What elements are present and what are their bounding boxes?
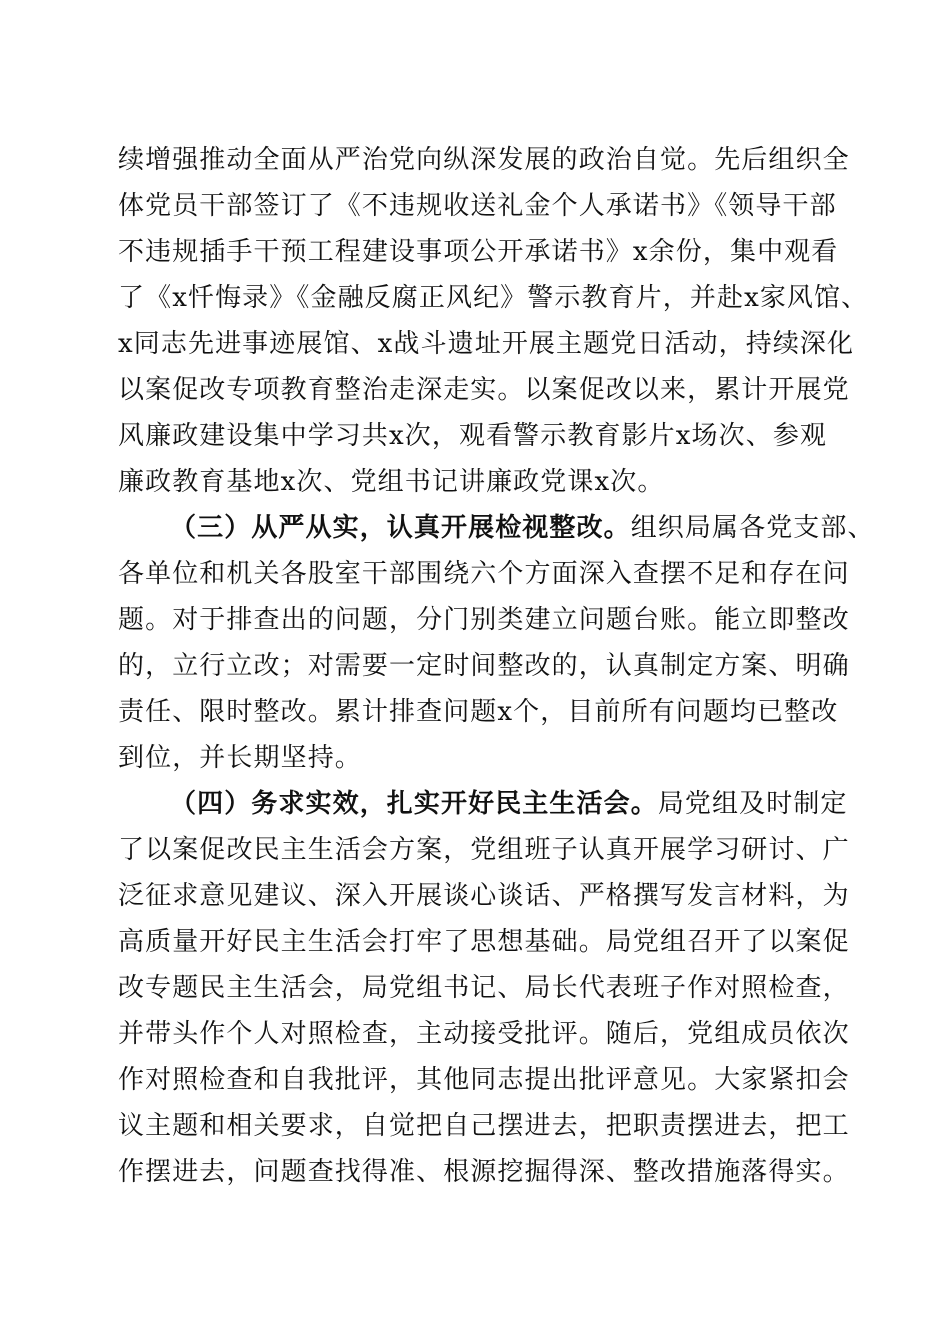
paragraph-3-first-line-text: 局党组及时制定 xyxy=(657,789,848,819)
paragraph-1-line-2: 体党员干部签订了《不违规收送礼金个人承诺书》《领导干部 xyxy=(118,191,837,221)
paragraph-3-line-9: 作摆进去，问题查找得准、根源挖掘得深、整改措施落得实。 xyxy=(118,1157,850,1187)
paragraph-1-line-1: 续增强推动全面从严治党向纵深发展的政治自觉。先后组织全 xyxy=(118,145,850,175)
paragraph-2-first-line-text: 组织局属各党支部、 xyxy=(630,513,875,543)
paragraph-1-line-4: 了《x忏悔录》《金融反腐正风纪》警示教育片，并赴x家风馆、 xyxy=(118,283,869,313)
paragraph-1-line-3: 不违规插手干预工程建设事项公开承诺书》x余份，集中观看 xyxy=(118,237,839,267)
paragraph-3-line-6: 并带头作个人对照检查，主动接受批评。随后，党组成员依次 xyxy=(118,1019,850,1049)
paragraph-1-line-5: x同志先进事迹展馆、x战斗遗址开展主题党日活动，持续深化 xyxy=(118,329,855,359)
paragraph-3-first-line xyxy=(170,787,890,821)
paragraph-3-line-4: 高质量开好民主生活会打牢了思想基础。局党组召开了以案促 xyxy=(118,927,850,957)
paragraph-1-line-7: 风廉政建设集中学习共x次，观看警示教育影片x场次、参观 xyxy=(118,421,828,451)
paragraph-1-line-6: 以案促改专项教育整治走深走实。以案促改以来，累计开展党 xyxy=(118,375,850,405)
paragraph-2-line-4: 的，立行立改；对需要一定时间整改的，认真制定方案、明确 xyxy=(118,651,850,681)
section-3-heading: （三）从严从实，认真开展检视整改。 xyxy=(170,513,631,543)
paragraph-2-line-3: 题。对于排查出的问题，分门别类建立问题台账。能立即整改 xyxy=(118,605,850,635)
section-4-heading: （四）务求实效，扎实开好民主生活会。 xyxy=(170,789,658,819)
paragraph-3-line-7: 作对照检查和自我批评，其他同志提出批评意见。大家紧扣会 xyxy=(118,1065,850,1095)
paragraph-2-first-line xyxy=(170,511,890,545)
paragraph-3-line-3: 泛征求意见建议、深入开展谈心谈话、严格撰写发言材料，为 xyxy=(118,881,850,911)
paragraph-3-line-8: 议主题和相关要求，自觉把自己摆进去，把职责摆进去，把工 xyxy=(118,1111,850,1141)
paragraph-2-line-5: 责任、限时整改。累计排查问题x个，目前所有问题均已整改 xyxy=(118,697,839,727)
paragraph-3-line-5: 改专题民主生活会，局党组书记、局长代表班子作对照检查， xyxy=(118,973,850,1003)
paragraph-1-line-8: 廉政教育基地x次、党组书记讲廉政党课x次。 xyxy=(118,467,665,497)
paragraph-2-line-2: 各单位和机关各股室干部围绕六个方面深入查摆不足和存在问 xyxy=(118,559,850,589)
paragraph-3-line-2: 了以案促改民主生活会方案，党组班子认真开展学习研讨、广 xyxy=(118,835,850,865)
paragraph-2-line-6: 到位，并长期坚持。 xyxy=(118,743,362,773)
